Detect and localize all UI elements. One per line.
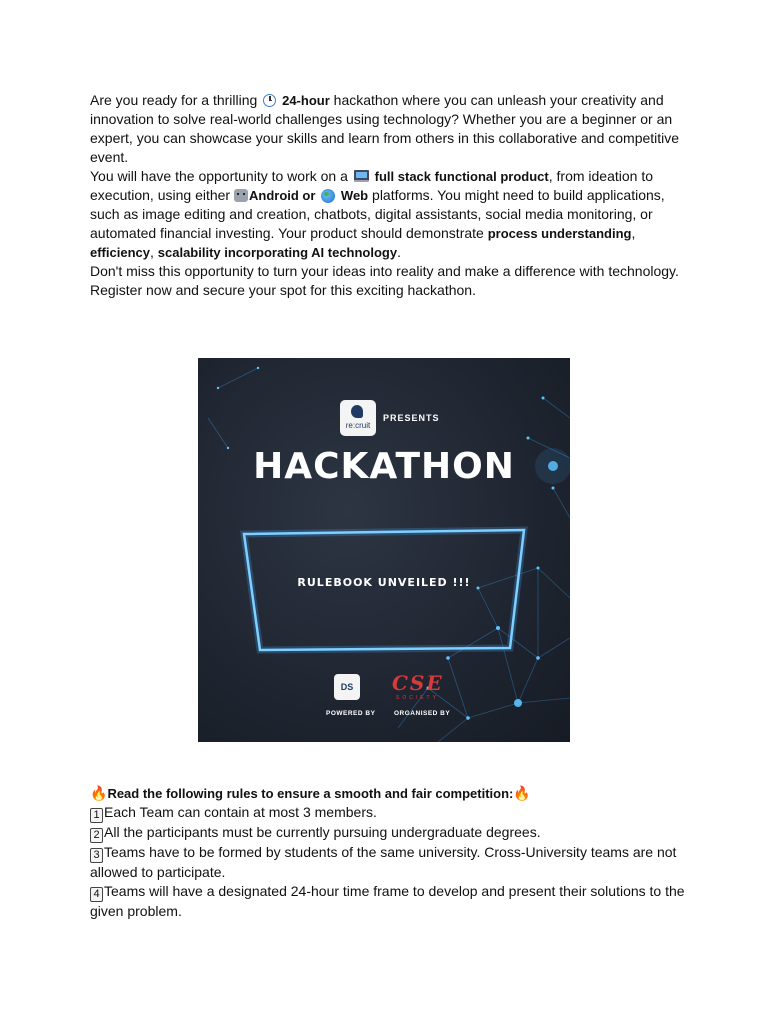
intro-text-span: , [149, 244, 158, 260]
intro-bold-android: Android or [248, 188, 320, 203]
rule-text: Teams have to be formed by students of the same university. Cross-University teams are not allowed to participate. [90, 844, 677, 880]
rule-item [90, 823, 690, 843]
intro-bold-process: process understanding [487, 226, 632, 241]
organised-by-label: ORGANISED BY [394, 710, 451, 717]
intro-bold-efficiency: efficiency [90, 245, 150, 260]
intro-paragraph-1 [90, 91, 690, 167]
rule-item [90, 882, 690, 921]
intro-bold-24-hour: 24-hour [282, 93, 330, 108]
recruit-logo-text: re:cruit [345, 421, 371, 430]
globe-icon [321, 189, 335, 203]
rule-item [90, 803, 690, 823]
intro-paragraph-2 [90, 167, 690, 262]
cse-society-text: SOCIETY [396, 695, 439, 701]
ds-logo: DS [334, 674, 360, 700]
intro-text-span: Are you ready for a thrilling [90, 92, 262, 108]
intro-text [90, 91, 690, 300]
hackathon-poster-image [198, 358, 570, 742]
robot-icon [234, 189, 248, 202]
rules-section [90, 784, 690, 921]
intro-text-span: , [631, 225, 636, 241]
intro-bold-full-stack: full stack functional product [374, 169, 549, 184]
rule-text: Teams will have a designated 24-hour time frame to develop and present their solutions to the given problem. [90, 883, 685, 919]
intro-text-span: hackathon where you can unleash your creativity and innovation to solve real-world challenges using technology? Whether you are a beginner or an expert, you can showcase your skills and learn from others in this collaborative and competitive event. [90, 92, 680, 165]
intro-text-span: , from ideation to execution, using either [90, 168, 654, 203]
rule-text: All the participants must be currently pursuing undergraduate degrees. [104, 824, 541, 840]
keycap-number-icon: 3 [90, 848, 103, 863]
poster-subtitle: RULEBOOK UNVEILED !!! [297, 576, 471, 589]
poster-presents: PRESENTS [383, 413, 440, 423]
clock-icon [263, 94, 276, 107]
powered-by-label: POWERED BY [326, 710, 376, 717]
intro-paragraph-3: Don't miss this opportunity to turn your ideas into reality and make a difference with technology. Register now and secure your spot for this exciting hackathon. [90, 263, 679, 298]
cse-society-logo: CSE [392, 671, 444, 695]
rules-heading [90, 784, 690, 803]
intro-bold-web: Web [340, 188, 369, 203]
intro-bold-scalability: scalability incorporating AI technology [157, 245, 398, 260]
keycap-number-icon: 1 [90, 808, 103, 823]
rules-heading-text: Read the following rules to ensure a smooth and fair competition: [107, 786, 514, 801]
rule-text: Each Team can contain at most 3 members. [104, 804, 377, 820]
intro-text-span: You will have the opportunity to work on a [90, 168, 352, 184]
fire-icon: 🔥 [513, 785, 531, 801]
intro-text-span: platforms. You might need to build applications, such as image editing and creation, chatbots, digital assistants, social media monitoring, or automated financial investing. Your product should demonstrate [90, 187, 665, 241]
poster-title: HACKATHON [253, 446, 515, 487]
intro-text-span: . [397, 244, 401, 260]
keycap-number-icon: 4 [90, 887, 103, 902]
keycap-number-icon: 2 [90, 828, 103, 843]
fire-icon: 🔥 [90, 785, 108, 801]
laptop-icon [354, 170, 369, 182]
rule-item [90, 843, 690, 882]
neon-frame [198, 358, 570, 742]
